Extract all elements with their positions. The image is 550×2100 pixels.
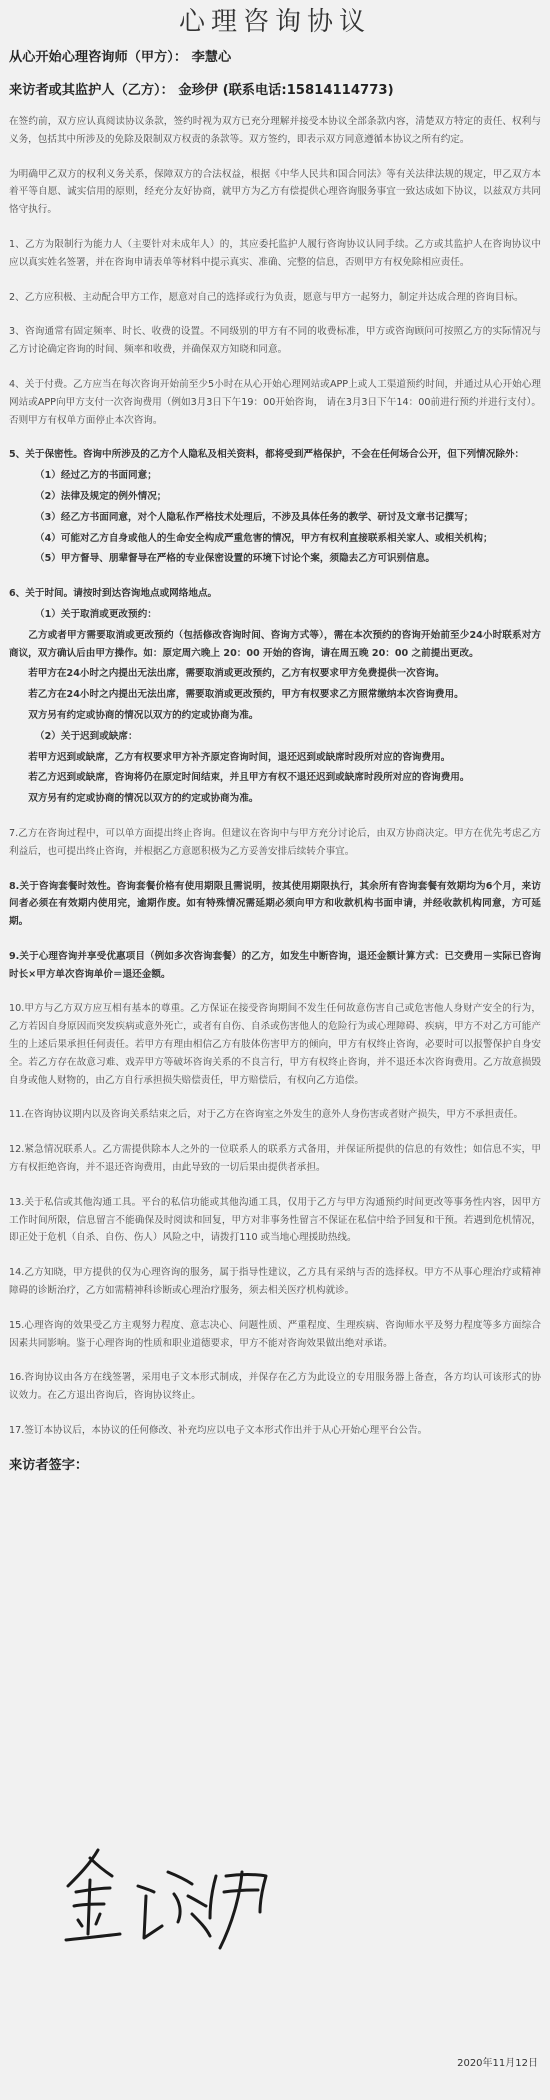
clause-5-item-3: （3）经乙方书面同意，对个人隐私作严格技术处理后，不涉及具体任务的教学、研讨及文章书记撰写； <box>35 511 474 523</box>
clause-12: 12.紧急情况联系人。乙方需提供除本人之外的一位联系人的联系方式备用，并保证所提供的信息的有效性；如信息不实，甲方有权拒绝咨询，并不退还咨询费用，由此导致的一切后果由提供者承担。 <box>9 1144 541 1174</box>
handwritten-signature <box>60 1842 270 1952</box>
clause-6-sub-1-a: 乙方或者甲方需要取消或更改预约（包括修改咨询时间、咨询方式等），需在本次预约的咨询开始前至少24小时联系对方商议，双方确认后由甲方操作。如：原定周六晚上 20：00 开始的咨询，请在周五晚 20：00 之前提出更改。 <box>9 629 541 659</box>
visitor-signature-label: 来访者签字： <box>9 1457 89 1473</box>
clause-10: 10.甲方与乙方双方应互相有基本的尊重。乙方保证在接受咨询期间不发生任何故意伤害自己或危害他人身财产安全的行为，乙方若因自身原因而突发疾病或意外死亡，或者有自伤、自杀或伤害他人的危险行为或心理障碍、疾病，甲方不对乙方可能产生的上述后果承担任何责任。若甲方有理由相信乙方有肢体伤害甲方的倾向，甲方有权终止咨询，必要时可以报警保护自身安全。若乙方存在故意习难、戏弄甲方等破坏咨询关系的不良言行，甲方有权终止咨询，并不退还本次咨询费用。乙方故意损毁自身或他人财物的，由乙方自行承担损失赔偿责任，甲方赔偿后，有权向乙方追偿。 <box>9 1003 541 1086</box>
intro-paragraph-1: 在签约前，双方应认真阅读协议条款，签约时视为双方已充分理解并接受本协议全部条款内容，清楚双方特定的责任、权利与义务，包括其中所涉及的免除及限制双方权责的条款等。双方签约，即表示双方同意遵循本协议之所有约定。 <box>9 116 541 145</box>
clause-8: 8.关于咨询套餐时效性。咨询套餐价格有使用期限且需说明，按其使用期限执行，其余所有咨询套餐有效期均为6个月，来访问者必须在有效期内使用完，逾期作废。如有特殊情况需延期必须向甲方和收款机构书面申请，并经收款机构同意，方可延期。 <box>9 880 541 928</box>
clause-15: 15.心理咨询的效果受乙方主观努力程度、意志决心、问题性质、严重程度、生理疾病、咨询师水平及努力程度等多方面综合因素共同影响。鉴于心理咨询的性质和职业道德要求，甲方不能对咨询效果做出绝对承诺。 <box>9 1319 541 1349</box>
signing-date: 2020年11月12日 <box>457 2058 538 2069</box>
clause-6: 6、关于时间。请按时到达咨询地点或网络地点。 <box>9 588 218 600</box>
clause-17: 17.签订本协议后，本协议的任何修改、补充均应以电子文本形式作出并于从心开始心理平台公告。 <box>9 1425 428 1437</box>
clause-14: 14.乙方知晓，甲方提供的仅为心理咨询的服务，属于指导性建议，乙方具有采纳与否的选择权。甲方不从事心理治疗或精神障碍的诊断治疗，乙方如需精神科诊断或心理治疗服务，须去相关医疗机构就诊。 <box>9 1267 541 1297</box>
clause-6-sub-1-c: 若乙方在24小时之内提出无法出席，需要取消或更改预约，甲方有权要求乙方照常缴纳本次咨询费用。 <box>28 689 464 701</box>
clause-6-sub-2-a: 若甲方迟到或缺席，乙方有权要求甲方补齐原定咨询时间，退还迟到或缺席时段所对应的咨询费用。 <box>28 751 451 763</box>
clause-6-sub-2-c: 双方另有约定或协商的情况以双方的约定或协商为准。 <box>28 793 259 805</box>
document-title: 心理咨询协议 <box>178 7 371 37</box>
clause-6-sub-1-d: 双方另有约定或协商的情况以双方的约定或协商为准。 <box>28 709 259 721</box>
clause-6-sub-2-b: 若乙方迟到或缺席，咨询将仍在原定时间结束，并且甲方有权不退还迟到或缺席时段所对应的咨询费用。 <box>28 772 470 784</box>
clause-5-item-2: （2）法律及规定的例外情况； <box>35 490 167 502</box>
clause-5: 5、关于保密性。咨询中所涉及的乙方个人隐私及相关资料，都将受到严格保护，不会在任何场合公开，但下列情况除外： <box>9 449 525 461</box>
clause-3: 3、咨询通常有固定频率、时长、收费的设置。不同级别的甲方有不同的收费标准，甲方或咨询顾问可按照乙方的实际情况与乙方讨论确定咨询的时间、频率和收费，并确保双方知晓和同意。 <box>9 326 541 356</box>
clause-4: 4、关于付费。乙方应当在每次咨询开始前至少5小时在从心开始心理网站或APP上或人工渠道预约时间，并通过从心开始心理网站或APP向甲方支付一次咨询费用（例如3月3日下午19：00开始咨询， 请在3月3日下午14：00前进行预约并进行支付）。否则甲方有权单方面停止本次咨询。 <box>9 378 541 426</box>
clause-5-item-5: （5）甲方督导、朋辈督导在严格的专业保密设置的环境下讨论个案，须隐去乙方可识别信息。 <box>35 553 436 565</box>
clause-1: 1、乙方为限制行为能力人（主要针对未成年人）的，其应委托监护人履行咨询协议认同手续。乙方或其监护人在咨询协议中应以真实姓名签署，并在咨询申请表单等材料中提示真实、准确、完整的信息，否则甲方有权免除相应责任。 <box>9 238 541 268</box>
clause-13: 13.关于私信或其他沟通工具。平台的私信功能或其他沟通工具，仅用于乙方与甲方沟通预约时间更改等事务性内容，因甲方工作时间所限，信息留言不能确保及时阅读和回复，甲方对非事务性留言不保证在私信中给予回复和干预。若遇到危机情况，即正处于危机（自杀、自伤、伤人）风险之中，请拨打110 或当地心理援助热线。 <box>9 1196 541 1244</box>
clause-5-item-1: （1）经过乙方的书面同意； <box>35 470 157 482</box>
clause-11: 11.在咨询协议期内以及咨询关系结束之后，对于乙方在咨询室之外发生的意外人身伤害或者财产损失，甲方不承担责任。 <box>9 1109 524 1121</box>
party-a-line: 从心开始心理咨询师（甲方）： 李慧心 <box>9 50 232 65</box>
clause-2: 2、乙方应积极、主动配合甲方工作，愿意对自己的选择或行为负责，愿意与甲方一起努力，制定并达成合理的咨询目标。 <box>9 291 524 303</box>
clause-6-sub-1-b: 若甲方在24小时之内提出无法出席，需要取消或更改预约，乙方有权要求甲方免费提供一次咨询。 <box>28 668 445 680</box>
party-b-line: 来访者或其监护人（乙方）： 金珍伊 (联系电话:15814114773) <box>9 83 394 98</box>
clause-7: 7.乙方在咨询过程中，可以单方面提出终止咨询。但建议在咨询中与甲方充分讨论后，由双方协商决定。甲方在优先考虑乙方利益后，也可提出终止咨询，并根据乙方意愿积极为乙方妥善安排后续转介事宜。 <box>9 827 541 857</box>
clause-5-item-4: （4）可能对乙方自身或他人的生命安全构成严重危害的情况，甲方有权利直接联系相关家人、或相关机构； <box>35 532 493 544</box>
clause-16: 16.咨询协议由各方在线签署，采用电子文本形式制成，并保存在乙方为此设立的专用服务器上备查，各方均认可该形式的协议效力。在乙方退出咨询后，咨询协议终止。 <box>9 1372 541 1402</box>
clause-6-sub-2: （2）关于迟到或缺席： <box>35 730 138 742</box>
clause-6-sub-1: （1）关于取消或更改预约： <box>35 608 157 620</box>
clause-9: 9.关于心理咨询并享受优惠项目（例如多次咨询套餐）的乙方，如发生中断咨询，退还金额计算方式：已交费用－实际已咨询时长×甲方单次咨询单价＝退还金额。 <box>9 950 541 980</box>
intro-paragraph-2: 为明确甲乙双方的权利义务关系，保障双方的合法权益，根据《中华人民共和国合同法》等有关法律法规的规定，甲乙双方本着平等自愿、诚实信用的原则，经充分友好协商，就甲方为乙方有偿提供心理咨询服务事宜一致达成如下协议，以兹双方共同恪守执行。 <box>9 168 541 216</box>
